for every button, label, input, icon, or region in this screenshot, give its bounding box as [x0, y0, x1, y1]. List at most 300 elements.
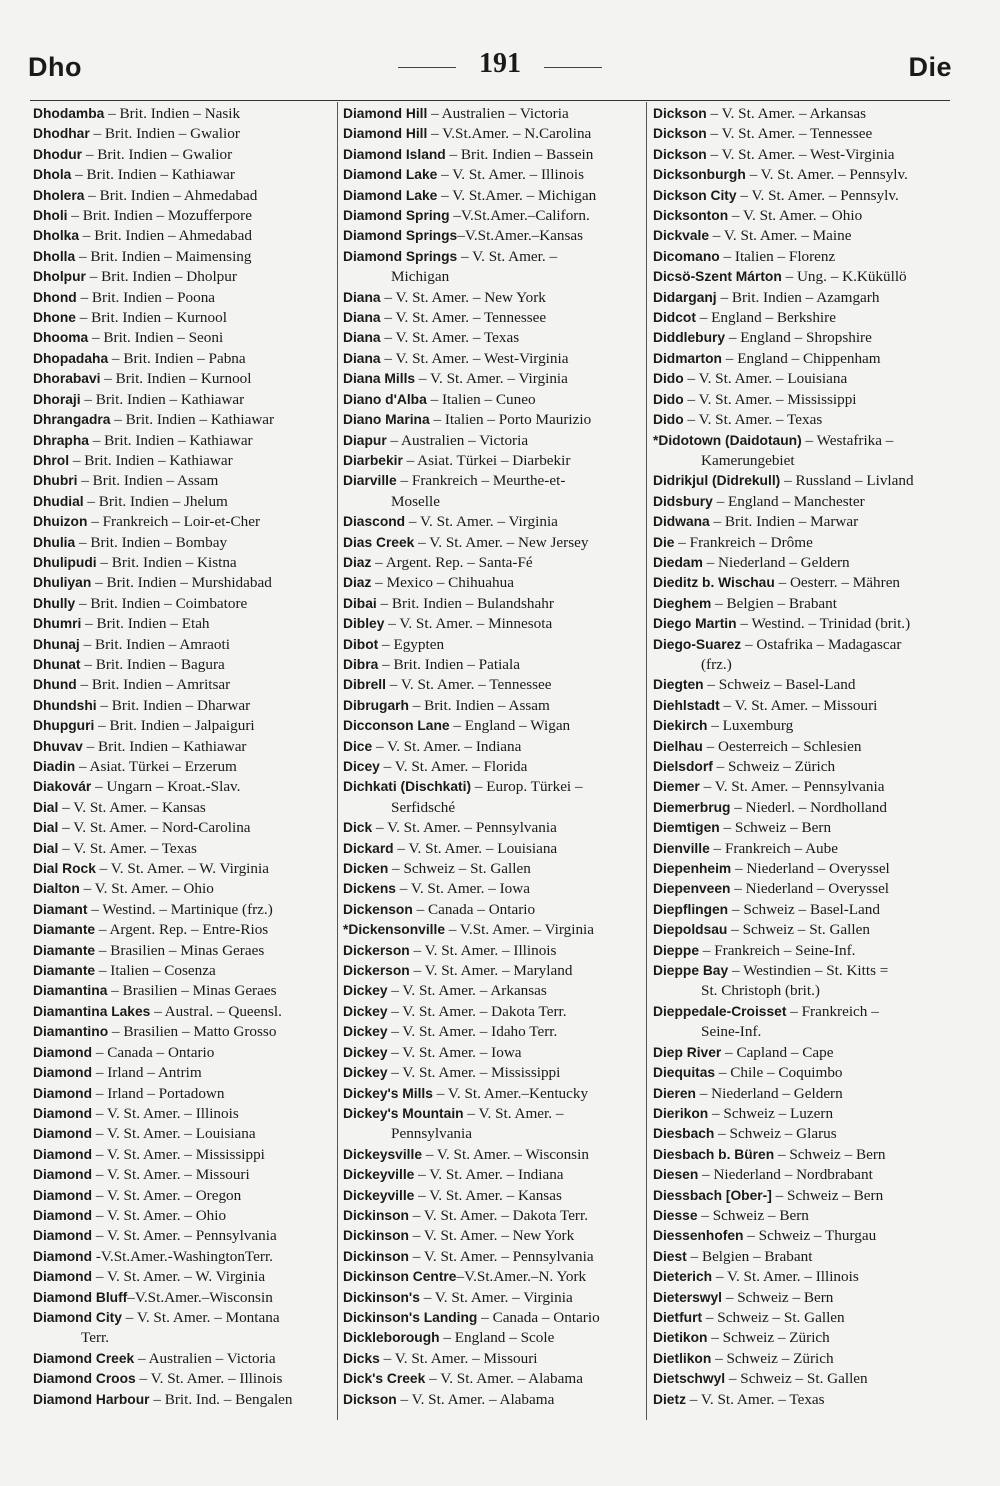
- entry-location: – V. St. Amer. – Pennsylv.: [745, 166, 908, 184]
- gazetteer-entry: [33, 288, 333, 308]
- entry-location: – V. St. Amer. – New York: [408, 1227, 575, 1245]
- gazetteer-entry: [653, 165, 953, 185]
- gazetteer-entry: [343, 675, 643, 695]
- entry-location: – Brit. Indien – Kurnool: [75, 309, 227, 327]
- entry-location: – V. St. Amer. – Texas: [380, 329, 520, 347]
- entry-place-name: Diesbach: [653, 1126, 715, 1142]
- entry-location: – Australien – Victoria: [134, 1349, 276, 1367]
- entry-location: – Brit. Indien – Kathiawar: [69, 451, 233, 469]
- entry-location: – V. St. Amer. – Louisiana: [393, 839, 558, 857]
- entry-place-name: Diascond: [343, 514, 406, 530]
- entry-location: – V. St. Amer. – Louisiana: [92, 1125, 256, 1143]
- entry-place-name: Diessbach [Ober-]: [653, 1187, 772, 1203]
- gazetteer-entry: [343, 247, 643, 288]
- entry-location: -V.St.Amer.-WashingtonTerr.: [92, 1247, 273, 1265]
- entry-place-name: Diepenheim: [653, 861, 732, 877]
- entry-location: – Brit. Indien – Kathiawar: [82, 737, 247, 755]
- entry-location: –V.St.Amer.–Wisconsin: [127, 1288, 273, 1306]
- entry-place-name: Dicksonburgh: [653, 167, 746, 183]
- gazetteer-entry: [343, 451, 643, 471]
- gazetteer-entry: [653, 1145, 953, 1165]
- gazetteer-entry: [343, 1145, 643, 1165]
- gazetteer-entry: [343, 981, 643, 1001]
- entry-place-name: Diamante: [33, 963, 96, 979]
- entry-location: – Schweiz – Zürich: [711, 1349, 834, 1367]
- entry-place-name: *Dickensonville: [343, 922, 445, 938]
- entry-location: – V. St. Amer. – Arkansas: [706, 105, 867, 122]
- entry-location: – Schweiz – Zürich: [712, 758, 836, 775]
- entry-location: – Schweiz – Bern: [719, 819, 832, 837]
- entry-location: – V. St. Amer. – West-Virginia: [706, 145, 895, 163]
- gazetteer-entry: [653, 920, 953, 940]
- entry-place-name: Dietikon: [653, 1330, 708, 1346]
- gazetteer-entry: [33, 1267, 333, 1287]
- entry-location: – Brit. Indien – Patiala: [378, 655, 521, 673]
- entry-place-name: Dibra: [343, 656, 379, 672]
- entry-location: – Frankreich –: [786, 1002, 879, 1020]
- gazetteer-entry: [653, 1206, 953, 1226]
- entry-place-name: Diamond: [33, 1167, 93, 1183]
- entry-place-name: Diamond Island: [343, 146, 446, 162]
- entry-location: – Belgien – Brabant: [711, 594, 837, 612]
- gazetteer-entry: [343, 104, 643, 124]
- entry-location: – Canada – Ontario: [92, 1043, 215, 1061]
- entry-place-name: Diamond Croos: [33, 1371, 136, 1387]
- gazetteer-entry: [343, 471, 643, 512]
- entry-place-name: Diamond Lake: [343, 187, 438, 203]
- entry-continuation: Kamerungebiet: [701, 451, 795, 469]
- gazetteer-entry: [343, 369, 643, 389]
- entry-location: – V. St. Amer. – Florida: [379, 758, 528, 775]
- entry-place-name: Diamond Spring: [343, 208, 450, 224]
- entry-location: – Frankreich – Drôme: [674, 533, 813, 551]
- entry-place-name: Dhond: [33, 289, 77, 305]
- entry-location: – Russland – Livland: [780, 472, 914, 490]
- entry-place-name: Dholla: [33, 248, 76, 264]
- entry-location: – Brit. Indien – Kathiawar: [88, 431, 253, 449]
- gazetteer-entry: [343, 1390, 643, 1410]
- entry-location: – Brasilien – Minas Geraes: [107, 982, 277, 1000]
- entry-location: – Brit. Indien – Coimbatore: [75, 594, 248, 612]
- entry-location: – Asiat. Türkei – Erzerum: [75, 758, 237, 775]
- entry-place-name: Dhone: [33, 310, 76, 326]
- entry-place-name: Dienville: [653, 840, 710, 856]
- entry-place-name: Dhodur: [33, 146, 83, 162]
- entry-location: – Mexico – Chihuahua: [371, 574, 514, 592]
- entry-location: – V. St. Amer. – Virginia: [405, 513, 558, 531]
- entry-location: – Brit. Indien – Pabna: [108, 349, 246, 367]
- gazetteer-entry: [653, 1124, 953, 1144]
- entry-location: – Brit. Indien – Gwalior: [89, 125, 240, 143]
- column-3: [653, 104, 953, 1424]
- gazetteer-entry: [653, 410, 953, 430]
- gazetteer-entry: [653, 390, 953, 410]
- gazetteer-entry: [653, 1002, 953, 1043]
- entry-place-name: Dicsö-Szent Márton: [653, 269, 782, 285]
- gazetteer-entry: [33, 1226, 333, 1246]
- entry-place-name: Dickey: [343, 1044, 388, 1060]
- column-divider: [337, 102, 338, 1420]
- entry-place-name: Dhubri: [33, 473, 78, 489]
- entry-location: – Schweiz – St. Gallen: [727, 921, 870, 939]
- entry-place-name: Diakovár: [33, 779, 92, 795]
- entry-place-name: Didrikjul (Didrekull): [653, 473, 781, 489]
- entry-place-name: Dickinson: [343, 1228, 409, 1244]
- entry-place-name: Dhunaj: [33, 636, 80, 652]
- entry-location: – V. St. Amer. –: [463, 1104, 564, 1122]
- column-1: [33, 104, 333, 1424]
- entry-location: – V. St. Amer. – Texas: [58, 839, 197, 857]
- entry-place-name: Dholka: [33, 228, 79, 244]
- gazetteer-entry: [653, 818, 953, 838]
- entry-location: – V. St. Amer. – Nord-Carolina: [58, 819, 251, 837]
- gazetteer-entry: [343, 124, 643, 144]
- entry-location: – V. St. Amer. –: [457, 247, 558, 265]
- entry-location: – V. St. Amer. – Indiana: [372, 737, 522, 755]
- entry-location: – V. St. Amer. – Dakota Terr.: [387, 1002, 567, 1020]
- entry-place-name: Diamond: [33, 1228, 93, 1244]
- gazetteer-entry: [33, 226, 333, 246]
- entry-location: – England – Berkshire: [695, 309, 836, 327]
- entry-place-name: Diamante: [33, 922, 96, 938]
- entry-continuation: Pennsylvania: [391, 1125, 472, 1143]
- entry-place-name: Dickinson Centre: [343, 1269, 457, 1285]
- gazetteer-entry: [653, 859, 953, 879]
- entry-location: – V. St. Amer. – Illinois: [409, 941, 557, 959]
- entry-location: – Frankreich – Loir-et-Cher: [87, 513, 261, 531]
- entry-location: – Westind. – Martinique (frz.): [87, 900, 273, 918]
- entry-location: – V. St. Amer. – Ohio: [728, 207, 863, 225]
- entry-location: – Belgien – Brabant: [686, 1247, 813, 1265]
- gazetteer-entry: [33, 553, 333, 573]
- entry-location: – Irland – Portadown: [92, 1084, 225, 1102]
- gazetteer-entry: [653, 328, 953, 348]
- gazetteer-entry: [653, 1043, 953, 1063]
- gazetteer-entry: [653, 471, 953, 491]
- entry-location: – Brit. Indien – Ahmedabad: [84, 186, 258, 204]
- entry-location: – Brit. Indien – Jhelum: [83, 492, 228, 510]
- entry-location: – Brit. Indien – Bagura: [80, 655, 225, 673]
- entry-location: – Schweiz – Bern: [774, 1145, 886, 1163]
- gazetteer-entry: [33, 696, 333, 716]
- gazetteer-entry: [653, 349, 953, 369]
- entry-place-name: Dickerson: [343, 963, 410, 979]
- entry-location: – Brit. Indien – Murshidabad: [91, 574, 272, 592]
- gazetteer-entry: [653, 1247, 953, 1267]
- entry-place-name: Diddlebury: [653, 330, 726, 346]
- entry-location: – Brit. Indien – Amraoti: [79, 635, 230, 653]
- entry-place-name: Dicksonton: [653, 208, 729, 224]
- entry-location: – Schweiz – Bern: [771, 1186, 884, 1204]
- gazetteer-entry: [33, 410, 333, 430]
- entry-location: – Brit. Indien – Kistna: [96, 553, 237, 571]
- entry-place-name: Dhully: [33, 595, 76, 611]
- gazetteer-entry: [653, 288, 953, 308]
- gazetteer-entry: [653, 614, 953, 634]
- entry-location: – Brit. Indien – Maimensing: [75, 247, 252, 265]
- gazetteer-entry: [33, 1084, 333, 1104]
- entry-place-name: Diemtigen: [653, 820, 720, 836]
- entry-place-name: Dhrapha: [33, 432, 89, 448]
- entry-place-name: Dickeyville: [343, 1167, 415, 1183]
- entry-location: – V. St. Amer. – Oregon: [92, 1186, 242, 1204]
- gazetteer-entry: [33, 573, 333, 593]
- gazetteer-entry: [33, 1369, 333, 1389]
- gazetteer-entry: [33, 1104, 333, 1124]
- gazetteer-entry: [653, 124, 953, 144]
- entry-location: – Brit. Indien – Jalpaiguri: [94, 717, 255, 735]
- entry-location: – Schweiz – Luzern: [708, 1104, 834, 1122]
- gazetteer-entry: [653, 226, 953, 246]
- entry-location: – V. St. Amer. – Virginia: [419, 1288, 573, 1306]
- entry-place-name: Dibrugarh: [343, 697, 409, 713]
- entry-location: – Brit. Indien – Kurnool: [100, 370, 252, 388]
- entry-place-name: Didcot: [653, 310, 696, 326]
- entry-place-name: Dhopadaha: [33, 350, 109, 366]
- gazetteer-entry: [343, 288, 643, 308]
- gazetteer-entry: [653, 267, 953, 287]
- entry-location: – England – Scole: [439, 1329, 555, 1347]
- gazetteer-entry: [33, 247, 333, 267]
- entry-place-name: Dieppedale-Croisset: [653, 1003, 787, 1019]
- entry-place-name: Dhuvav: [33, 738, 83, 754]
- gazetteer-entry: [33, 1349, 333, 1369]
- entry-place-name: Diamond: [33, 1248, 93, 1264]
- entry-place-name: Diesse: [653, 1207, 698, 1223]
- gazetteer-entry: [343, 1043, 643, 1063]
- entry-location: – Brit. Indien – Azamgarh: [716, 288, 880, 306]
- entry-place-name: Dickson: [653, 126, 707, 142]
- gazetteer-entry: [343, 1206, 643, 1226]
- entry-place-name: Diepoldsau: [653, 922, 728, 938]
- entry-location: – Ungarn – Kroat.-Slav.: [91, 778, 241, 796]
- gazetteer-entry: [343, 431, 643, 451]
- entry-place-name: Dicey: [343, 759, 380, 774]
- gazetteer-entry: [343, 635, 643, 655]
- entry-place-name: Diamond Harbour: [33, 1391, 150, 1407]
- entry-location: – Brit. Indien – Bombay: [75, 533, 228, 551]
- entry-place-name: Diesen: [653, 1167, 699, 1183]
- gazetteer-entry: [33, 737, 333, 757]
- entry-location: – Brasilien – Matto Grosso: [108, 1023, 277, 1041]
- entry-place-name: Dietschwyl: [653, 1371, 726, 1387]
- entry-place-name: Diamantino: [33, 1024, 109, 1040]
- entry-location: – Italien – Porto Maurizio: [429, 411, 592, 429]
- entry-location: – V. St. Amer. – Texas: [683, 411, 823, 429]
- entry-place-name: Dickey: [343, 1065, 388, 1081]
- entry-location: – Brit. Indien – Amritsar: [76, 676, 231, 694]
- gazetteer-entry: [33, 798, 333, 818]
- entry-place-name: Diamantina: [33, 983, 108, 999]
- gazetteer-entry: [33, 390, 333, 410]
- entry-place-name: Diadin: [33, 759, 76, 774]
- entry-place-name: Dietz: [653, 1391, 686, 1407]
- entry-place-name: Diamond City: [33, 1309, 122, 1325]
- gazetteer-entry: [33, 757, 333, 777]
- gazetteer-entry: [343, 533, 643, 553]
- entry-location: – V. St. Amer. – Missouri: [719, 696, 878, 714]
- entry-place-name: Didwana: [653, 514, 710, 530]
- entry-location: – England – Chippenham: [722, 349, 881, 367]
- entry-location: – V. St. Amer. – Arkansas: [387, 982, 547, 1000]
- gazetteer-entry: [33, 839, 333, 859]
- gazetteer-entry: [343, 553, 643, 573]
- gazetteer-entry: [343, 1349, 643, 1369]
- entry-location: – Niederland – Geldern: [695, 1084, 843, 1102]
- entry-location: – Brit. Ind. – Bengalen: [149, 1390, 293, 1408]
- entry-location: – V. St. Amer. – Minnesota: [384, 615, 553, 633]
- gazetteer-entry: [343, 900, 643, 920]
- entry-place-name: Diamond Springs: [343, 228, 458, 244]
- gazetteer-entry: [343, 1226, 643, 1246]
- entry-place-name: Dick's Creek: [343, 1371, 426, 1387]
- gazetteer-entry: [343, 1186, 643, 1206]
- entry-location: – V. St. Amer. – Missouri: [379, 1349, 538, 1367]
- entry-location: – Schweiz – St. Gallen: [702, 1308, 845, 1326]
- gazetteer-entry: [653, 839, 953, 859]
- entry-place-name: Dhuizon: [33, 514, 88, 530]
- entry-place-name: Diamond: [33, 1126, 93, 1142]
- gazetteer-entry: [653, 900, 953, 920]
- gazetteer-entry: [343, 1104, 643, 1145]
- entry-location: – V. St. Amer. – Tennessee: [385, 676, 552, 694]
- gazetteer-entry: [343, 777, 643, 818]
- entry-location: – Italien – Cuneo: [426, 390, 536, 408]
- gazetteer-entry: [33, 1002, 333, 1022]
- entry-place-name: Diano Marina: [343, 412, 430, 428]
- entry-place-name: Dido: [653, 371, 684, 387]
- entry-place-name: Dickerson: [343, 942, 410, 958]
- entry-place-name: Dickinson's Landing: [343, 1309, 478, 1325]
- entry-place-name: Diana: [343, 350, 381, 366]
- gazetteer-entry: [33, 431, 333, 451]
- entry-place-name: Didsbury: [653, 493, 713, 509]
- entry-place-name: Dhola: [33, 167, 72, 183]
- entry-place-name: Diamond: [33, 1065, 93, 1081]
- gazetteer-entry: [343, 390, 643, 410]
- gazetteer-entry: [653, 798, 953, 818]
- entry-place-name: Diamond: [33, 1105, 93, 1121]
- gazetteer-entry: [343, 920, 643, 940]
- gazetteer-entry: [343, 757, 643, 777]
- entry-location: – Westind. – Trinidad (brit.): [736, 615, 911, 633]
- entry-location: – Niederland – Geldern: [702, 553, 850, 571]
- gazetteer-entry: [33, 1288, 333, 1308]
- header-right-keyword: Die: [908, 52, 952, 82]
- entry-place-name: Diessenhofen: [653, 1228, 744, 1244]
- gazetteer-entry: [33, 614, 333, 634]
- entry-location: – V. St. Amer. – Virginia: [415, 370, 568, 388]
- entry-place-name: Diamond: [33, 1187, 93, 1203]
- gazetteer-entry: [33, 1390, 333, 1410]
- entry-location: – Asiat. Türkei – Diarbekir: [402, 451, 571, 469]
- entry-location: – Brit. Indien – Gwalior: [82, 145, 233, 163]
- entry-location: – Niederland – Nordbrabant: [698, 1166, 873, 1184]
- entry-location: – Schweiz – Zürich: [707, 1329, 830, 1347]
- gazetteer-entry: [33, 1165, 333, 1185]
- entry-location: – V. St. Amer. – Pennsylvania: [92, 1227, 277, 1245]
- gazetteer-entry: [653, 1104, 953, 1124]
- entry-continuation: St. Christoph (brit.): [701, 982, 820, 1000]
- gazetteer-entry: [653, 533, 953, 553]
- entry-place-name: Diana: [343, 289, 381, 305]
- entry-continuation: Michigan: [391, 268, 450, 286]
- entry-location: – Schweiz – Glarus: [714, 1125, 837, 1143]
- gazetteer-entry: [343, 1247, 643, 1267]
- entry-place-name: Diaz: [343, 554, 372, 570]
- entry-place-name: Diano d'Alba: [343, 391, 427, 407]
- gazetteer-entry: [33, 104, 333, 124]
- gazetteer-entry: [33, 308, 333, 328]
- gazetteer-entry: [653, 737, 953, 757]
- header-left-keyword: Dho: [28, 52, 82, 82]
- gazetteer-entry: [33, 369, 333, 389]
- gazetteer-entry: [33, 145, 333, 165]
- entry-location: – V. St. Amer. – Maine: [709, 227, 852, 245]
- gazetteer-entry: [653, 777, 953, 797]
- entry-place-name: Dielsdorf: [653, 759, 713, 774]
- entry-place-name: Dickinson: [343, 1248, 409, 1264]
- gazetteer-entry: [343, 573, 643, 593]
- entry-place-name: Diep River: [653, 1044, 722, 1060]
- entry-location: – Schweiz – Bern: [722, 1288, 834, 1306]
- entry-location: – Italien – Florenz: [719, 247, 836, 265]
- entry-place-name: Dicconson Lane: [343, 718, 450, 734]
- gazetteer-entry: [33, 206, 333, 226]
- entry-place-name: Dietlikon: [653, 1350, 712, 1366]
- entry-place-name: Dick: [343, 820, 373, 836]
- gazetteer-entry: [653, 145, 953, 165]
- gazetteer-entry: [33, 716, 333, 736]
- entry-location: – Chile – Coquimbo: [715, 1064, 843, 1082]
- gazetteer-entry: [653, 247, 953, 267]
- entry-place-name: Dickard: [343, 840, 394, 856]
- gazetteer-entry: [653, 308, 953, 328]
- entry-place-name: Diarbekir: [343, 452, 403, 468]
- entry-place-name: Dhuliyan: [33, 575, 92, 591]
- entry-place-name: Dhumri: [33, 616, 82, 632]
- entry-place-name: Dibrell: [343, 677, 386, 693]
- gazetteer-entry: [653, 104, 953, 124]
- gazetteer-entry: [33, 920, 333, 940]
- gazetteer-entry: [33, 492, 333, 512]
- gazetteer-entry: [343, 1165, 643, 1185]
- gazetteer-entry: [343, 1002, 643, 1022]
- gazetteer-entry: [33, 1022, 333, 1042]
- entry-place-name: Dickeyville: [343, 1187, 415, 1203]
- gazetteer-entry: [33, 818, 333, 838]
- entry-location: – Brit. Indien – Seoni: [88, 329, 224, 347]
- entry-location: – V. St. Amer. – Mississippi: [387, 1064, 561, 1082]
- gazetteer-entry: [343, 839, 643, 859]
- entry-place-name: Dhooma: [33, 330, 89, 346]
- gazetteer-entry: [343, 186, 643, 206]
- gazetteer-entry: [653, 1349, 953, 1369]
- entry-location: – Canada – Ontario: [477, 1308, 600, 1326]
- entry-location: – Brit. Indien – Poona: [76, 288, 216, 306]
- gazetteer-entry: [33, 655, 333, 675]
- entry-place-name: Dibot: [343, 636, 379, 652]
- entry-place-name: Dicken: [343, 861, 389, 877]
- gazetteer-entry: [653, 1165, 953, 1185]
- entry-continuation: Terr.: [81, 1329, 110, 1347]
- gazetteer-entry: [33, 451, 333, 471]
- entry-location: – Australien – Victoria: [386, 431, 529, 449]
- entry-location: – V. St. Amer. – Kansas: [414, 1186, 562, 1204]
- gazetteer-entry: [653, 186, 953, 206]
- gazetteer-entry: [343, 961, 643, 981]
- entry-location: – England – Manchester: [712, 492, 865, 510]
